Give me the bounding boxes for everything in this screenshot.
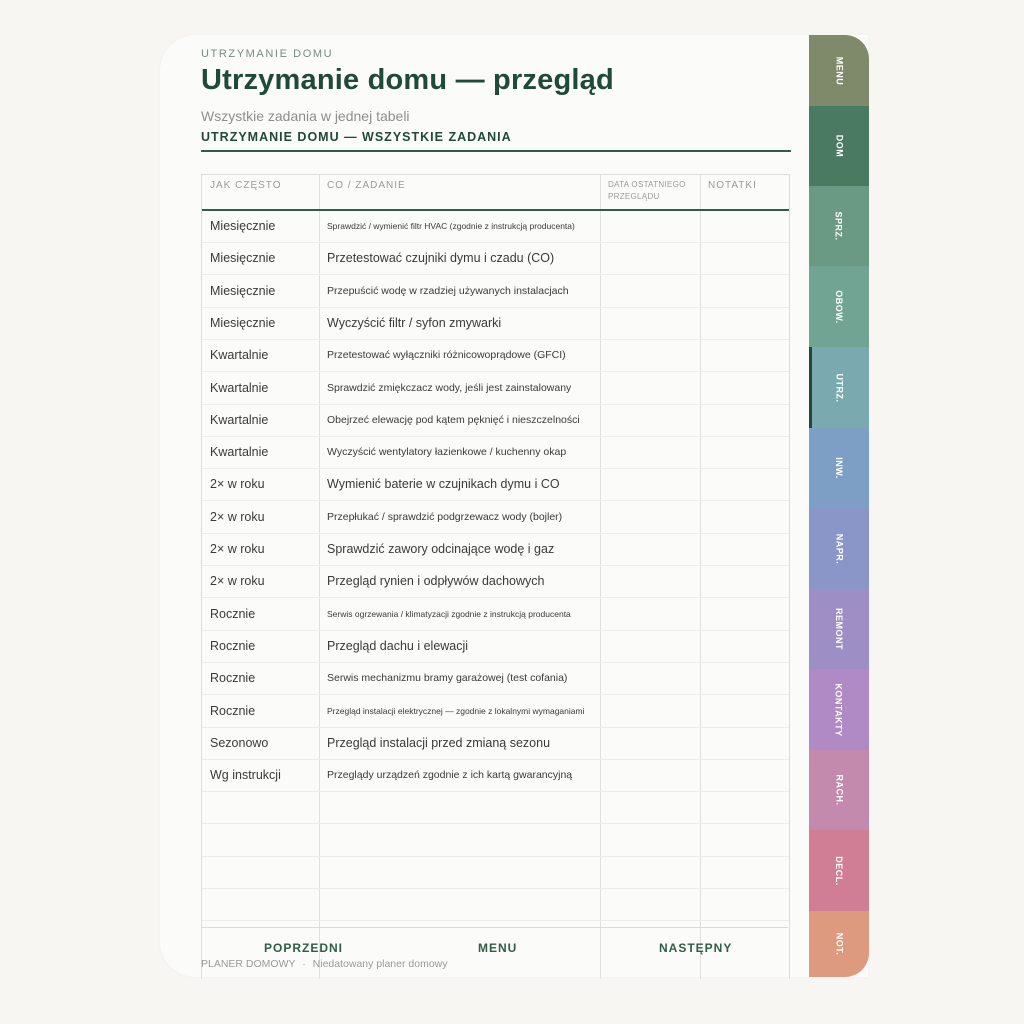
table-row[interactable] [202,630,789,663]
table-row[interactable] [202,824,789,857]
tab-label: NOT. [833,932,844,956]
table-header [202,175,789,211]
row-frequency: Kwartalnie [210,348,269,363]
page-subtitle: Wszystkie zadania w jednej tabeli [201,108,410,124]
tab-inw[interactable] [809,428,869,508]
tab-obow[interactable] [809,266,869,347]
next-page-link[interactable]: NASTĘPNY [659,941,733,955]
row-frequency: Miesięcznie [210,283,276,298]
tab-label: MENU [834,56,844,85]
row-frequency: 2× w roku [210,477,265,492]
table-row[interactable] [202,888,789,921]
row-task: Wymienić baterie w czujnikach dymu i CO [327,477,560,492]
tab-label: SPRZ. [833,211,844,241]
tab-napr[interactable] [809,508,869,589]
row-frequency: Sezonowo [210,735,269,750]
table-row[interactable] [202,372,789,405]
tab-menu[interactable] [809,35,869,106]
tab-rach[interactable] [809,750,869,830]
tab-label: REMONT [834,608,844,650]
footer-brand: PLANER DOMOWY [201,958,296,970]
table-row[interactable] [202,275,789,308]
menu-link[interactable]: MENU [478,941,518,955]
section-divider [201,150,791,152]
tab-dom[interactable] [809,106,869,186]
previous-page-link[interactable]: POPRZEDNI [264,941,344,955]
row-task: Serwis mechanizmu bramy garażowej (test cofania) [327,672,568,685]
tab-label: NAPR. [833,533,844,564]
tab-decl[interactable] [809,830,869,911]
table-row[interactable] [202,565,789,598]
row-frequency: 2× w roku [210,574,265,589]
row-task: Wyczyścić wentylatory łazienkowe / kuchenny okap [327,446,567,459]
row-frequency: Rocznie [210,703,256,718]
tab-label: RACH. [834,774,844,806]
tab-label: DOM [834,134,844,158]
section-tabs [809,35,869,977]
row-task: Sprawdzić zawory odcinające wodę i gaz [327,542,555,556]
row-frequency: 2× w roku [210,542,265,556]
row-frequency: Miesięcznie [210,219,276,233]
row-frequency: Kwartalnie [210,380,269,395]
table-row[interactable] [202,339,789,372]
page-kicker: UTRZYMANIE DOMU [201,48,334,60]
footer-separator: · [302,958,306,970]
table-row[interactable] [202,759,789,792]
row-frequency: 2× w roku [210,509,265,524]
row-task: Przegląd rynien i odpływów dachowych [327,574,545,589]
table-row[interactable] [202,242,789,275]
table-row[interactable] [202,436,789,469]
row-frequency: Miesięcznie [210,315,276,330]
row-task: Przetestować wyłączniki różnicowoprądowe (GFCI) [327,349,566,362]
row-task: Przegląd instalacji elektrycznej — zgodnie z lokalnymi wymaganiami [327,705,585,716]
row-task: Przeglądy urządzeń zgodnie z ich kartą gwarancyjną [327,769,573,782]
footer-description: Niedatowany planer domowy [312,958,448,970]
column-header-task: CO / ZADANIE [327,180,406,191]
page-title: Utrzymanie domu — przegląd [201,64,614,96]
row-frequency: Miesięcznie [210,251,276,266]
column-header-frequency: JAK CZĘSTO [210,180,282,191]
tab-label: DECL. [834,855,844,886]
bottom-navigation [201,927,788,978]
table-row[interactable] [202,598,789,631]
tab-sprz[interactable] [809,186,869,266]
column-header-last-review: DATA OSTATNIEGO PRZEGLĄDU [608,180,686,201]
table-row[interactable] [202,695,789,728]
table-row[interactable] [202,501,789,534]
table-row[interactable] [202,307,789,340]
tab-utrz[interactable] [809,347,869,428]
row-frequency: Kwartalnie [210,445,269,460]
table-row[interactable] [202,727,789,760]
row-frequency: Rocznie [210,606,256,621]
row-frequency: Kwartalnie [210,412,269,427]
tab-label: KONTAKTY [834,682,844,737]
table-row[interactable] [202,791,789,824]
row-task: Sprawdzić / wymienić filtr HVAC (zgodnie z instrukcją producenta) [327,221,575,231]
table-row[interactable] [202,533,789,566]
maintenance-table [201,174,790,979]
row-frequency: Rocznie [210,671,256,686]
table-row[interactable] [202,856,789,889]
row-task: Obejrzeć elewację pod kątem pęknięć i nieszczelności [327,413,580,426]
row-frequency: Rocznie [210,638,256,653]
column-header-notes: NOTATKI [708,180,757,191]
tab-label: UTRZ. [834,373,844,402]
table-row[interactable] [202,662,789,695]
tab-remont[interactable] [809,589,869,669]
table-row[interactable] [202,404,789,437]
section-heading: UTRZYMANIE DOMU — WSZYSTKIE ZADANIA [201,130,512,144]
row-task: Przetestować czujniki dymu i czadu (CO) [327,251,555,266]
table-row[interactable] [202,210,789,243]
row-task: Serwis ogrzewania / klimatyzacji zgodnie z instrukcją producenta [327,608,571,619]
row-task: Przepłukać / sprawdzić podgrzewacz wody (bojler) [327,510,563,523]
tab-kontakty[interactable] [809,669,869,750]
row-task: Sprawdzić zmiękczacz wody, jeśli jest zainstalowany [327,381,572,394]
row-task: Przepuścić wodę w rzadziej używanych instalacjach [327,284,569,297]
footer [201,958,448,970]
row-task: Przegląd instalacji przed zmianą sezonu [327,735,551,750]
table-row[interactable] [202,468,789,501]
tab-label: INW. [834,457,844,479]
row-task: Przegląd dachu i elewacji [327,638,469,653]
row-frequency: Wg instrukcji [210,768,281,783]
tab-label: OBOW. [834,289,844,324]
row-task: Wyczyścić filtr / syfon zmywarki [327,315,502,330]
tab-not[interactable] [809,911,869,977]
